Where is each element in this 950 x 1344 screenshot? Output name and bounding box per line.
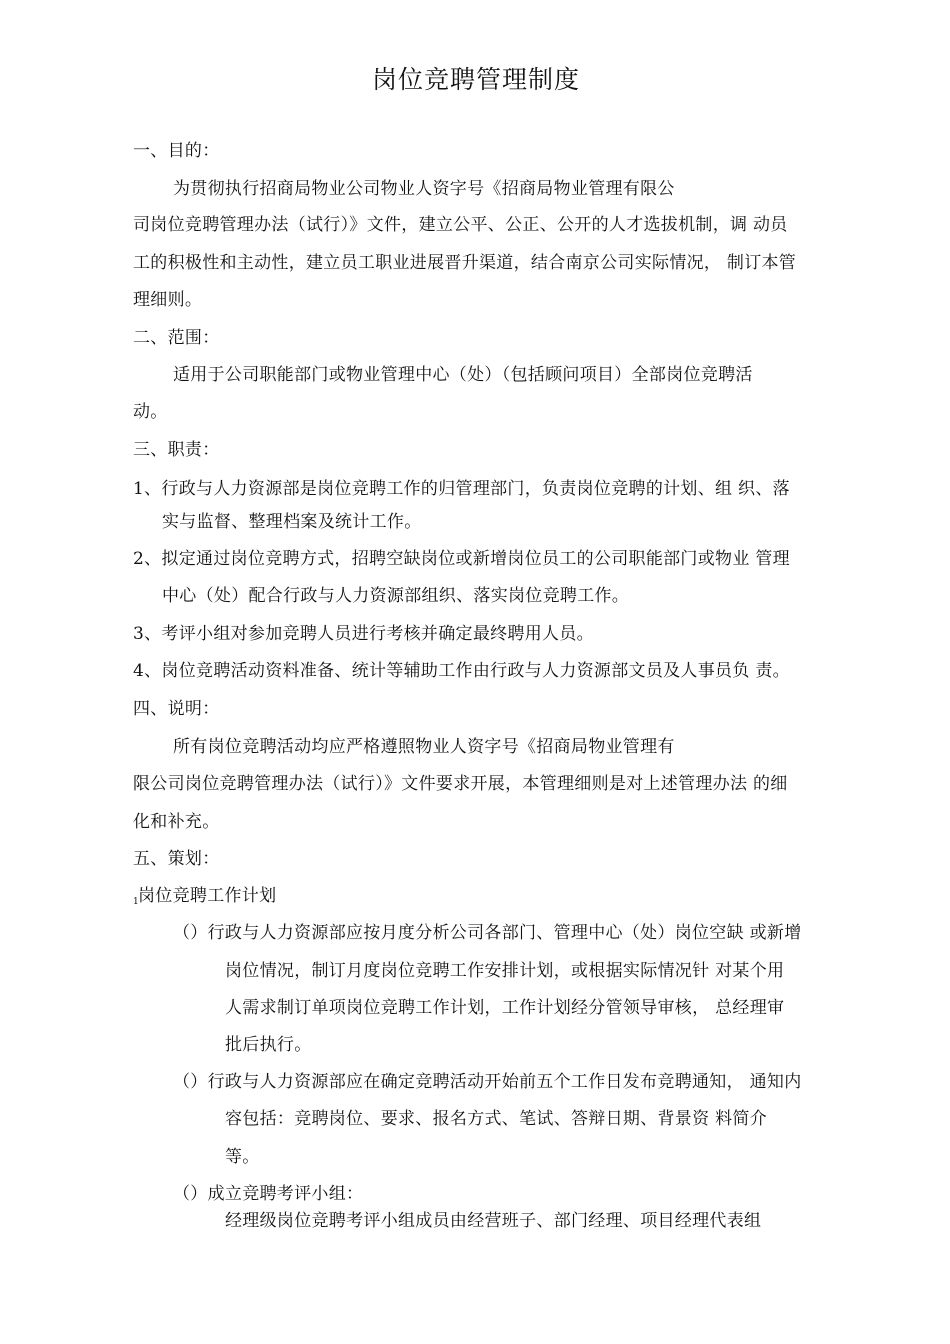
section-heading-duties: 三、职责：: [133, 440, 220, 460]
list-item: （）成立竞聘考评小组：: [173, 1184, 364, 1204]
list-item-continuation: 等。: [225, 1147, 260, 1167]
list-item-continuation: 中心（处）配合行政与人力资源部组织、落实岗位竞聘工作。: [162, 586, 630, 606]
section-heading-scope: 二、范围：: [133, 328, 220, 348]
paragraph-line: 所有岗位竞聘活动均应严格遵照物业人资字号《招商局物业管理有: [173, 737, 675, 757]
list-item-continuation: 容包括：竞聘岗位、要求、报名方式、笔试、答辩日期、背景资 料简介: [225, 1109, 768, 1129]
section-heading-planning: 五、策划：: [133, 849, 220, 869]
list-item-continuation: 实与监督、整理档案及统计工作。: [162, 512, 422, 532]
paragraph-line: 司岗位竞聘管理办法（试行）》文件，建立公平、公正、公开的人才选拔机制，调 动员: [133, 215, 788, 235]
section-heading-notes: 四、说明：: [133, 699, 220, 719]
list-item: （）行政与人力资源部应按月度分析公司各部门、管理中心（处）岗位空缺 或新增: [173, 923, 802, 943]
list-item-continuation: 岗位情况，制订月度岗位竞聘工作安排计划，或根据实际情况针 对某个用: [225, 961, 785, 981]
paragraph-line: 化和补充。: [133, 812, 220, 832]
list-item: 4、岗位竞聘活动资料准备、统计等辅助工作由行政与人力资源部文员及人事员负 责。: [133, 661, 790, 681]
paragraph-line: 动。: [133, 402, 168, 422]
list-item: 2、拟定通过岗位竞聘方式，招聘空缺岗位或新增岗位员工的公司职能部门或物业 管理: [133, 549, 790, 569]
subsection-heading: 岗位竞聘工作计划: [138, 886, 277, 906]
list-item-continuation: 批后执行。: [225, 1035, 312, 1055]
list-item: 1、行政与人力资源部是岗位竞聘工作的归管理部门，负责岗位竞聘的计划、组 织、落: [133, 479, 790, 499]
paragraph-line: 为贯彻执行招商局物业公司物业人资字号《招商局物业管理有限公: [173, 179, 675, 199]
paragraph-line: 工的积极性和主动性，建立员工职业进展晋升渠道，结合南京公司实际情况， 制订本管: [133, 253, 797, 273]
list-item: （）行政与人力资源部应在确定竞聘活动开始前五个工作日发布竞聘通知， 通知内: [173, 1072, 802, 1092]
subsection-number: 1: [133, 897, 140, 907]
section-heading-purpose: 一、目的：: [133, 141, 220, 161]
paragraph-line: 限公司岗位竞聘管理办法（试行）》文件要求开展，本管理细则是对上述管理办法 的细: [133, 774, 788, 794]
paragraph-line: 适用于公司职能部门或物业管理中心（处）（包括顾问项目）全部岗位竞聘活: [173, 365, 753, 385]
paragraph-line: 理细则。: [133, 290, 203, 310]
list-item: 3、考评小组对参加竞聘人员进行考核并确定最终聘用人员。: [133, 624, 594, 644]
page-title: 岗位竞聘管理制度: [372, 65, 581, 94]
list-item-continuation: 人需求制订单项岗位竞聘工作计划，工作计划经分管领导审核， 总经理审: [225, 998, 785, 1018]
list-item-continuation: 经理级岗位竞聘考评小组成员由经营班子、部门经理、项目经理代表组: [225, 1211, 762, 1231]
